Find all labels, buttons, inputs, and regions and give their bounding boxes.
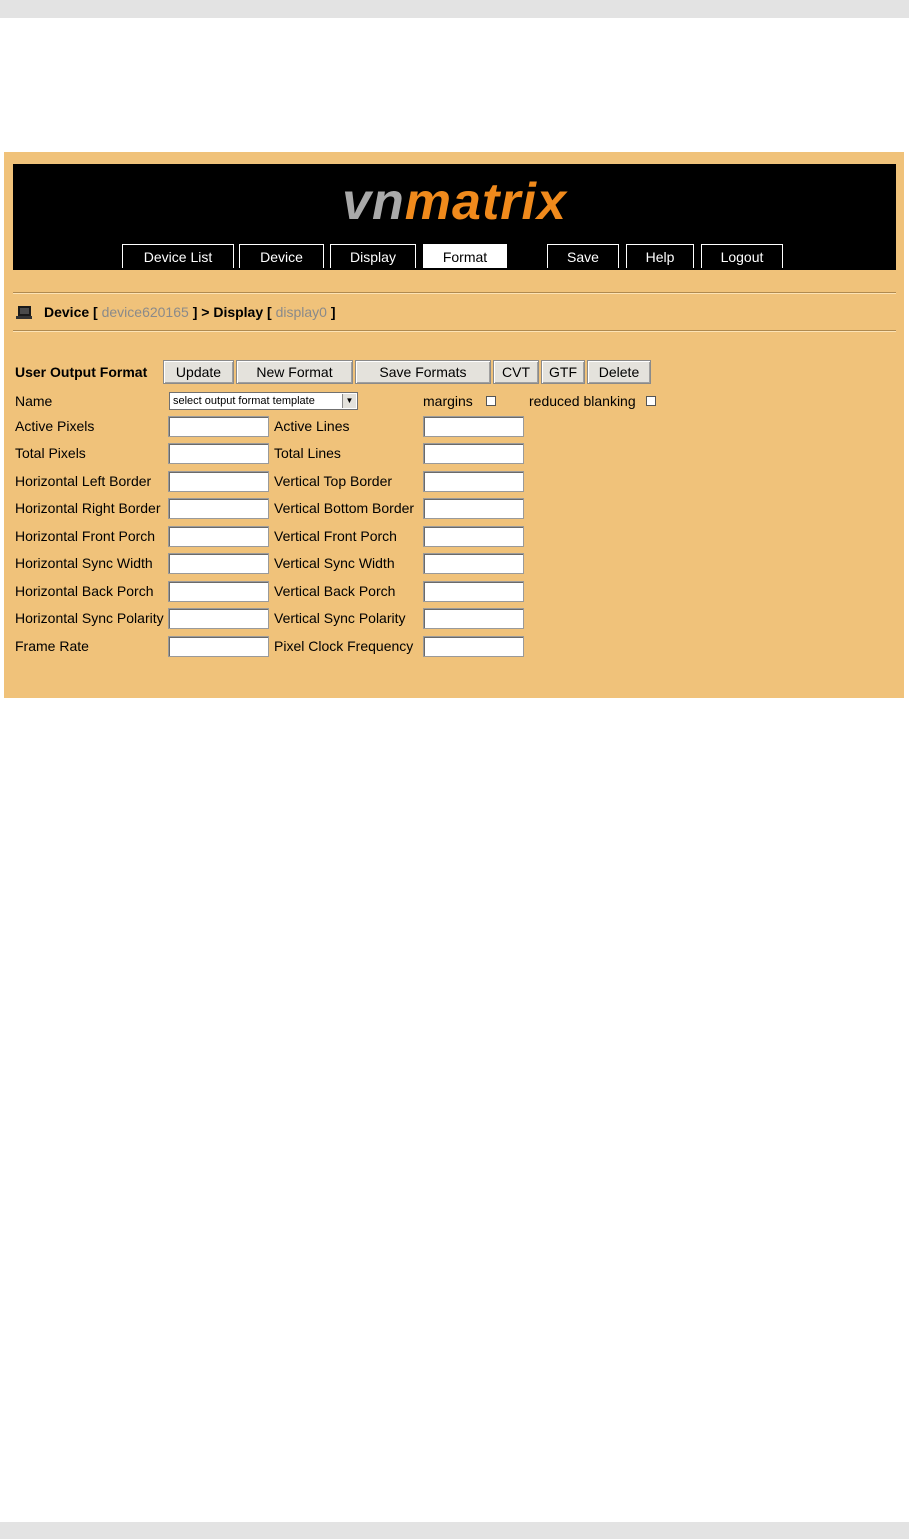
horizontal-back-porch-input[interactable]	[168, 581, 269, 602]
gtf-button[interactable]: GTF	[541, 360, 585, 384]
vertical-sync-polarity-label: Vertical Sync Polarity	[274, 610, 406, 626]
horizontal-right-border-input[interactable]	[168, 498, 269, 519]
vertical-front-porch-label: Vertical Front Porch	[274, 528, 397, 544]
vertical-sync-polarity-input[interactable]	[423, 608, 524, 629]
vertical-top-border-input[interactable]	[423, 471, 524, 492]
total-pixels-input[interactable]	[168, 443, 269, 464]
breadcrumb-bracket: ]	[192, 304, 198, 320]
horizontal-back-porch-label: Horizontal Back Porch	[15, 583, 154, 599]
vertical-back-porch-label: Vertical Back Porch	[274, 583, 396, 599]
breadcrumb-display-value[interactable]: display0	[275, 304, 327, 320]
breadcrumb-bracket: ]	[330, 304, 336, 320]
horizontal-sync-polarity-label: Horizontal Sync Polarity	[15, 610, 164, 626]
form-title: User Output Format	[15, 364, 148, 380]
tab-device-list[interactable]: Device List	[122, 244, 234, 268]
reduced-blanking-checkbox[interactable]	[646, 396, 656, 406]
horizontal-front-porch-label: Horizontal Front Porch	[15, 528, 156, 544]
tab-logout[interactable]: Logout	[701, 244, 783, 268]
vertical-sync-width-input[interactable]	[423, 553, 524, 574]
reduced-blanking-label: reduced blanking	[529, 393, 636, 409]
tab-help[interactable]: Help	[626, 244, 694, 268]
margins-label: margins	[423, 393, 473, 409]
breadcrumb-bracket: [	[93, 304, 98, 320]
horizontal-front-porch-input[interactable]	[168, 526, 269, 547]
margins-checkbox[interactable]	[486, 396, 496, 406]
pixel-clock-frequency-input[interactable]	[423, 636, 524, 657]
name-label: Name	[15, 393, 53, 409]
vertical-bottom-border-input[interactable]	[423, 498, 524, 519]
total-lines-label: Total Lines	[274, 445, 341, 461]
divider-top	[13, 292, 896, 294]
breadcrumb-bracket: [	[267, 304, 272, 320]
header-bar	[13, 164, 896, 270]
tab-display[interactable]: Display	[330, 244, 416, 268]
vertical-sync-width-label: Vertical Sync Width	[274, 555, 395, 571]
cvt-button[interactable]: CVT	[493, 360, 539, 384]
breadcrumb-device-label: Device	[44, 304, 90, 320]
breadcrumb-display-label: Display	[213, 304, 264, 320]
horizontal-right-border-label: Horizontal Right Border	[15, 500, 161, 516]
divider-bottom	[13, 330, 896, 332]
top-strip	[0, 0, 909, 18]
chevron-down-icon[interactable]: ▼	[342, 394, 356, 408]
horizontal-left-border-label: Horizontal Left Border	[15, 473, 152, 489]
horizontal-sync-width-label: Horizontal Sync Width	[15, 555, 153, 571]
update-button[interactable]: Update	[163, 360, 234, 384]
tab-format[interactable]: Format	[423, 244, 507, 268]
active-pixels-input[interactable]	[168, 416, 269, 437]
tab-device[interactable]: Device	[239, 244, 324, 268]
vertical-front-porch-input[interactable]	[423, 526, 524, 547]
vertical-back-porch-input[interactable]	[423, 581, 524, 602]
breadcrumb	[44, 304, 336, 320]
active-lines-label: Active Lines	[274, 418, 350, 434]
app-panel	[4, 152, 904, 698]
active-lines-input[interactable]	[423, 416, 524, 437]
horizontal-sync-width-input[interactable]	[168, 553, 269, 574]
vertical-bottom-border-label: Vertical Bottom Border	[274, 500, 415, 516]
frame-rate-label: Frame Rate	[15, 638, 89, 654]
horizontal-sync-polarity-input[interactable]	[168, 608, 269, 629]
horizontal-left-border-input[interactable]	[168, 471, 269, 492]
logo-part-matrix: matrix	[404, 173, 567, 231]
total-pixels-label: Total Pixels	[15, 445, 86, 461]
delete-button[interactable]: Delete	[587, 360, 651, 384]
tab-save[interactable]: Save	[547, 244, 619, 268]
vnmatrix-logo	[13, 174, 896, 230]
frame-rate-input[interactable]	[168, 636, 269, 657]
monitor-icon	[16, 306, 32, 319]
save-formats-button[interactable]: Save Formats	[355, 360, 491, 384]
bottom-strip	[0, 1522, 909, 1539]
vertical-top-border-label: Vertical Top Border	[274, 473, 393, 489]
active-pixels-label: Active Pixels	[15, 418, 95, 434]
format-template-select[interactable]	[169, 392, 358, 410]
total-lines-input[interactable]	[423, 443, 524, 464]
breadcrumb-device-value[interactable]: device620165	[101, 304, 189, 320]
format-template-select-value: select output format template	[173, 395, 315, 407]
breadcrumb-separator: >	[201, 304, 210, 320]
pixel-clock-frequency-label: Pixel Clock Frequency	[274, 638, 414, 654]
logo-part-vn: vn	[342, 173, 405, 231]
new-format-button[interactable]: New Format	[236, 360, 353, 384]
